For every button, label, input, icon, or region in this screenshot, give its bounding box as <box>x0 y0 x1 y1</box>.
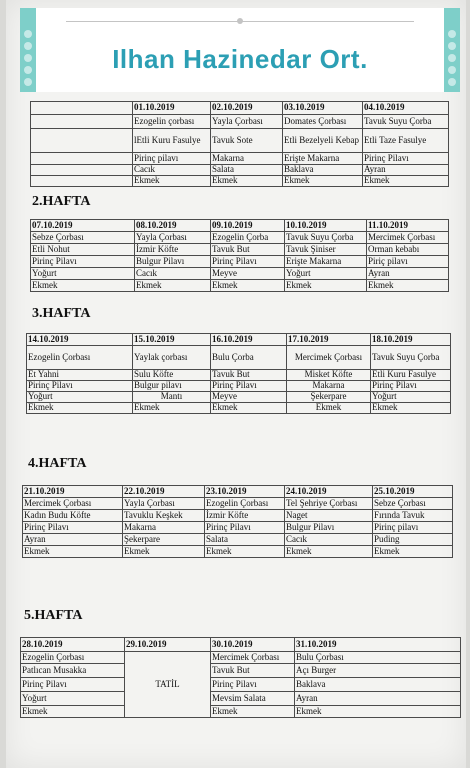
week4-cell: Naget <box>285 510 373 522</box>
week1-cell: Yayla Çorbası <box>211 115 283 129</box>
week1-cell: Erişte Makarna <box>283 153 363 165</box>
week3-cell: Ekmek <box>133 403 211 414</box>
week2-cell: Tavuk But <box>211 244 285 256</box>
week2-cell: Ekmek <box>31 280 135 292</box>
week4-cell: Pirinç Pilavı <box>205 522 285 534</box>
week1-cell <box>31 153 133 165</box>
week5-cell: Mercimek Çorbası <box>211 652 295 664</box>
week4-menu-table <box>22 485 453 558</box>
week3-cell: Misket Köfte <box>287 370 371 381</box>
week2-cell: Ekmek <box>211 280 285 292</box>
week4-cell: Ekmek <box>123 546 205 558</box>
week2-cell: Pirinç Pilavı <box>211 256 285 268</box>
week4-cell: Ezogelin Çorbası <box>205 498 285 510</box>
week3-cell: Et Yahni <box>27 370 133 381</box>
week3-cell: Bulgur pilavı <box>133 381 211 392</box>
week3-cell: Mantı <box>133 392 211 403</box>
week4-cell: Ekmek <box>205 546 285 558</box>
week1-date: 03.10.2019 <box>283 102 363 115</box>
week5-cell: Ekmek <box>295 706 461 718</box>
week5-title: 5.HAFTA <box>24 608 83 623</box>
week1-date: 01.10.2019 <box>133 102 211 115</box>
week5-menu-table <box>20 637 461 718</box>
week3-date: 16.10.2019 <box>211 334 287 346</box>
week2-cell: Orman kebabı <box>367 244 449 256</box>
week5-cell: Tavuk But <box>211 664 295 678</box>
week5-cell: Bulu Çorbası <box>295 652 461 664</box>
week4-cell: Ekmek <box>373 546 453 558</box>
week2-cell: Ayran <box>367 268 449 280</box>
week2-cell: Cacık <box>135 268 211 280</box>
week1-cell <box>31 115 133 129</box>
week2-cell: Ekmek <box>285 280 367 292</box>
week3-cell: Pirinç Pilavı <box>27 381 133 392</box>
week5-cell: Yoğurt <box>21 692 125 706</box>
week1-cell: Ekmek <box>283 176 363 187</box>
week4-date: 22.10.2019 <box>123 486 205 498</box>
week4-title: 4.HAFTA <box>28 456 87 471</box>
week3-cell: Pirinç Pilavı <box>211 381 287 392</box>
week3-cell: Ezogelin Çorbası <box>27 346 133 370</box>
week1-date: 04.10.2019 <box>363 102 449 115</box>
week5-date: 29.10.2019 <box>125 638 211 652</box>
week1-cell: Pirinç pilavı <box>133 153 211 165</box>
week3-cell: Tavuk But <box>211 370 287 381</box>
week4-cell: Ekmek <box>23 546 123 558</box>
week2-cell: Bulgur Pilavı <box>135 256 211 268</box>
week3-cell: Mercimek Çorbası <box>287 346 371 370</box>
week2-date: 09.10.2019 <box>211 220 285 232</box>
week4-cell: Mercimek Çorbası <box>23 498 123 510</box>
week1-cell: lEtli Kuru Fasulye <box>133 129 211 153</box>
week3-cell: Meyve <box>211 392 287 403</box>
banner-dot-ornament <box>237 18 243 24</box>
week2-cell: Yayla Çorbası <box>135 232 211 244</box>
week5-cell: Ekmek <box>211 706 295 718</box>
week4-cell: Puding <box>373 534 453 546</box>
week2-cell: Tavuk Suyu Çorba <box>285 232 367 244</box>
week1-cell: Pirinç Pilavı <box>363 153 449 165</box>
week1-cell: Salata <box>211 165 283 176</box>
week3-cell: Şekerpare <box>287 392 371 403</box>
week5-cell: Ayran <box>295 692 461 706</box>
week3-cell: Yoğurt <box>27 392 133 403</box>
week5-cell: Baklava <box>295 678 461 692</box>
week1-cell: Makarna <box>211 153 283 165</box>
week1-cell: Ezogelin çorbası <box>133 115 211 129</box>
week3-cell: Ekmek <box>211 403 287 414</box>
week4-cell: Cacık <box>285 534 373 546</box>
week3-title: 3.HAFTA <box>32 306 91 321</box>
week2-cell: Yoğurt <box>31 268 135 280</box>
week3-cell: Etli Kuru Fasulye <box>371 370 451 381</box>
week4-cell: Salata <box>205 534 285 546</box>
week4-cell: Ayran <box>23 534 123 546</box>
week3-cell: Ekmek <box>371 403 451 414</box>
week2-cell: Etli Nohut <box>31 244 135 256</box>
week4-cell: Makarna <box>123 522 205 534</box>
week1-cell <box>31 165 133 176</box>
week4-cell: Sebze Çorbası <box>373 498 453 510</box>
week2-date: 07.10.2019 <box>31 220 135 232</box>
week4-date: 21.10.2019 <box>23 486 123 498</box>
week2-cell: Ekmek <box>135 280 211 292</box>
week1-cell <box>31 129 133 153</box>
week1-cell: Ekmek <box>133 176 211 187</box>
week4-date: 23.10.2019 <box>205 486 285 498</box>
week2-cell: Yoğurt <box>285 268 367 280</box>
week5-date: 28.10.2019 <box>21 638 125 652</box>
week4-cell: Şekerpare <box>123 534 205 546</box>
week1-cell: Baklava <box>283 165 363 176</box>
week2-date: 11.10.2019 <box>367 220 449 232</box>
week1-cell: Etli Taze Fasulye <box>363 129 449 153</box>
week2-title: 2.HAFTA <box>32 194 91 209</box>
week1-date: 02.10.2019 <box>211 102 283 115</box>
week3-cell: Ekmek <box>287 403 371 414</box>
week4-cell: Tel Şehriye Çorbası <box>285 498 373 510</box>
week2-menu-table <box>30 219 449 292</box>
week5-date: 30.10.2019 <box>211 638 295 652</box>
week2-cell: Mercimek Çorbası <box>367 232 449 244</box>
week5-cell: Açı Burger <box>295 664 461 678</box>
week4-cell: İzmir Köfte <box>205 510 285 522</box>
week2-date: 08.10.2019 <box>135 220 211 232</box>
week2-cell: Pirinç Pilavı <box>31 256 135 268</box>
week3-cell: Tavuk Suyu Çorba <box>371 346 451 370</box>
week5-cell: Pirinç Pilavı <box>21 678 125 692</box>
week5-cell: Pirinç Pilavı <box>211 678 295 692</box>
week3-cell: Bulu Çorba <box>211 346 287 370</box>
week1-cell: Cacık <box>133 165 211 176</box>
week1-cell: Domates Çorbası <box>283 115 363 129</box>
week4-date: 25.10.2019 <box>373 486 453 498</box>
week2-cell: Meyve <box>211 268 285 280</box>
banner-scallop-left <box>24 30 32 90</box>
week1-cell: Tavuk Suyu Çorba <box>363 115 449 129</box>
week1-cell <box>31 176 133 187</box>
week4-cell: Fırında Tavuk <box>373 510 453 522</box>
week2-cell: Ekmek <box>367 280 449 292</box>
week2-cell: İzmir Köfte <box>135 244 211 256</box>
week5-date: 31.10.2019 <box>295 638 461 652</box>
week2-cell: Sebze Çorbası <box>31 232 135 244</box>
week5-cell: Patlıcan Musakka <box>21 664 125 678</box>
week1-date <box>31 102 133 115</box>
week2-cell: Piriç pilavı <box>367 256 449 268</box>
week2-cell: Ezogelin Çorba <box>211 232 285 244</box>
week3-date: 17.10.2019 <box>287 334 371 346</box>
week2-cell: Erişte Makarna <box>285 256 367 268</box>
week3-cell: Yoğurt <box>371 392 451 403</box>
week4-cell: Yayla Çorbası <box>123 498 205 510</box>
week4-cell: Pirinç Pilavı <box>23 522 123 534</box>
page-title: Ilhan Hazinedar Ort. <box>112 44 368 74</box>
week1-cell: Ekmek <box>211 176 283 187</box>
week1-cell: Tavuk Sote <box>211 129 283 153</box>
week4-cell: Pirinç pilavı <box>373 522 453 534</box>
week4-cell: Bulgur Pilavı <box>285 522 373 534</box>
week4-cell: Tavuklu Keşkek <box>123 510 205 522</box>
week2-cell: Tavuk Şiniser <box>285 244 367 256</box>
week5-cell: Ezogelin Çorbası <box>21 652 125 664</box>
week4-cell: Kadın Budu Köfte <box>23 510 123 522</box>
week1-cell: Etli Bezelyeli Kebap <box>283 129 363 153</box>
banner-scallop-right <box>448 30 456 90</box>
week5-holiday-cell: TATİL <box>125 652 211 718</box>
week5-cell: Ekmek <box>21 706 125 718</box>
week3-date: 18.10.2019 <box>371 334 451 346</box>
week3-cell: Pirinç Pilavı <box>371 381 451 392</box>
week3-cell: Yaylak çorbası <box>133 346 211 370</box>
menu-sheet <box>6 0 466 768</box>
week5-cell: Mevsim Salata <box>211 692 295 706</box>
week3-cell: Makarna <box>287 381 371 392</box>
week2-date: 10.10.2019 <box>285 220 367 232</box>
week3-cell: Ekmek <box>27 403 133 414</box>
week3-menu-table <box>26 333 451 414</box>
week3-cell: Sulu Köfte <box>133 370 211 381</box>
week3-date: 14.10.2019 <box>27 334 133 346</box>
week1-cell: Ekmek <box>363 176 449 187</box>
week4-date: 24.10.2019 <box>285 486 373 498</box>
week1-cell: Ayran <box>363 165 449 176</box>
title-banner <box>20 8 460 92</box>
week4-cell: Ekmek <box>285 546 373 558</box>
week1-menu-table <box>30 101 449 187</box>
week3-date: 15.10.2019 <box>133 334 211 346</box>
